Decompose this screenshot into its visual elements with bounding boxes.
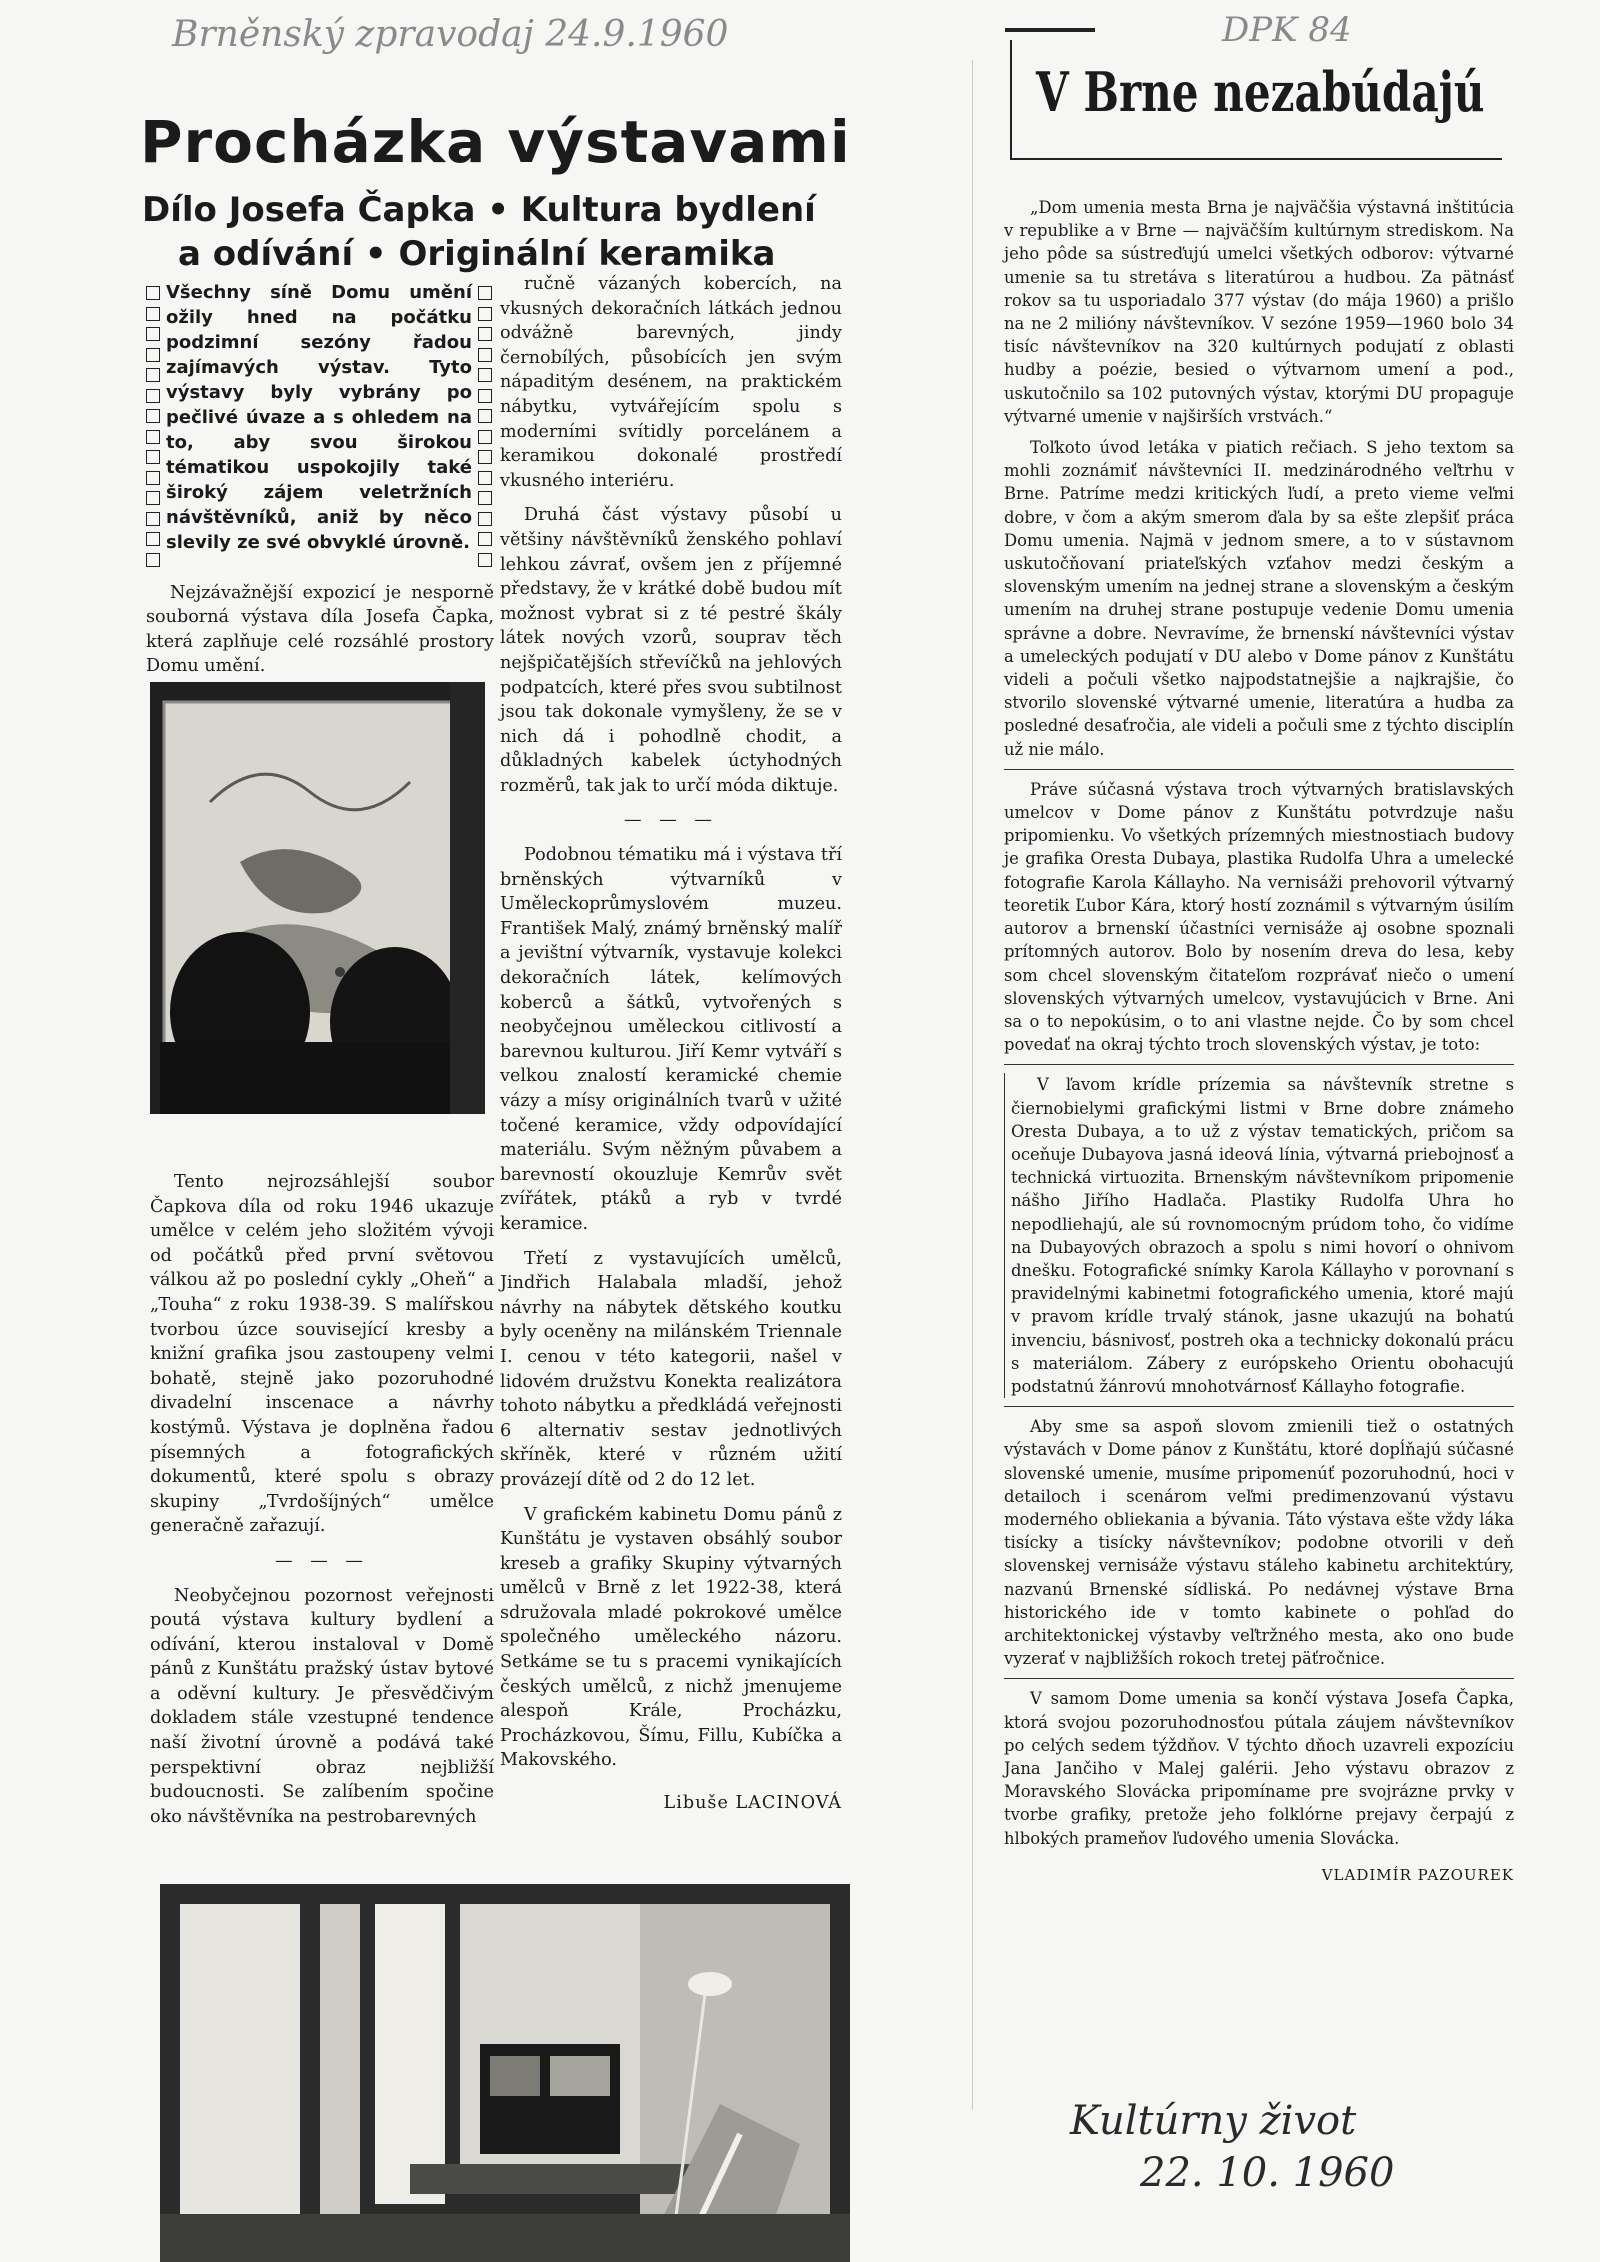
section-rule bbox=[1004, 1678, 1514, 1679]
right-column: „Dom umenia mesta Brna je najväčšia výstavná inštitúcia v republike a v Brne — najväčším kultúrnym strediskom. Na jeho pôde sa sústreďujú umelci všetkých odborov: výtvarné umenie sa tu stretáva s literatúrou a hudbou. Za pätnásť rokov sa tu usporiadalo 377 výstav (do mája 1960) a prišlo na ne 2 milióny návštevníkov. V sezóne 1959—1960 bolo 34 tisíc návštevníkov na 320 kultúrnych podujatí z oblasti hudby a poézie, besied o výtvarnom umení a pod., uskutočnilo sa 102 putovných výstav, ktorými DU propaguje výtvarné umenie v najširších vrstvách.“ Toľkoto úvod letáka v piatich rečiach. S jeho textom sa mohli zoznámiť návštevníci II. medzinárodného veľtrhu v Brne. Patríme medzi kritických ľudí, a preto vieme veľmi dobre, v čom a akým smerom ďala by sa ešte zlepšiť práca Domu umenia. Najmä v jednom smere, a to v sústavnom uskutočňovaní priateľských vzťahov medzi českým a slovenským umením na jednej strane a slovenským a českým umením na druhej strane postupuje vedenie Domu umenia správne a dobre. Nevravíme, že brnenskí návštevníci výstav a umeleckých podujatí v DU alebo v Dome pánov z Kunštátu videli a počuli všetko najpodstatnejšie a najkrajšie, čo stvorilo slovenské výtvarné umenie, literatúra a hudba za posledné desaťročia, ale videli a počuli sme z týchto disciplín už nie málo. Práve súčasná výstava troch výtvarných bratislavských umelcov v Dome pánov z Kunštátu potvrdzuje našu pripomienku. Vo všetkých prízemných miestnostiach budovy je grafika Oresta Dubaya, plastika Rudolfa Uhra a umelecké fotografie Karola Kállayho. Na vernisáži prehovoril výtvarný teoretik Ľubor Kára, ktorý hostí zoznámil s výtvarným úsilím autorov a brnenskí účastníci vernisáže aj osobne spoznali prítomných autorov. Bolo by nosením dreva do lesa, keby som chcel slovenským čitateľom rozprávať niečo o umení slovenských výtvarných umelcov, vystavujúcich v Brne. Ani sa o to nepokúsim, o to ani vlastne nejde. Čo by som chcel povedať na okraj týchto troch slovenských výstav, je toto: V ľavom krídle prízemia sa návštevník stretne s čiernobielymi grafickými listmi v Brne dobre známeho Oresta Dubaya, a to už z výstav tematických, pričom sa oceňuje Dubayova jasná ideová línia, výtvarná priebojnosť a technická virtuozita. Brnenským návštevníkom pripomenie nášho Jiřího Hadlača. Plastiky Rudolfa Uhra ho nepodliehajú, ale sú rovnomocným prúdom toho, čo vidíme na Dubayových obrazoch a spolu s nimi hovorí o ohnivom dnešku. Fotografické snímky Karola Kállayho v porovnaní s pravidelnými kabinetmi fotografického umenia, ktoré majú v pravom krídle trvalý stánok, jasne ukazujú na bohatú invenciu, básnivosť, postreh oka a technicky dokonalú prácu s materiálom. Zábery z európskeho Orientu obohacujú podstatnú žánrovú mnohotvárnosť Kállayho fotografie. Aby sme sa aspoň slovom zmienili tiež o ostatných výstavách v Dome pánov z Kunštátu, ktoré dopĺňajú súčasné slovenské umenie, musíme pripomenúť pozoruhodnú, hoci v detailoch i scenárom veľmi predimenzovanú výstavu moderného obliekania a bývania. Táto výstava ešte vždy láka tisícky a tisícky návštevníkov; podobne otvorili v deň slovenskej vernisáže výstavu stáleho kabinetu architektúry, nazvanú Brnenské sídliská. Po nedávnej výstave Brna historického ide v tomto kabinete o pohľad do architektonickej výstavby veľtržného mesta, ako ono bude vyzerať v najbližších rokoch tretej päťročnice. V samom Dome umenia sa končí výstava Josefa Čapka, ktorá svojou pozoruhodnosťou pútala záujem návštevníkov po celých sedem týždňov. V týchto dňoch uzavreli expozíciu Jana Jančiho v Malej galérii. Jeho výstavu obrazov z Moravského Slovácka pripomíname pre svojrázne prvky v tvorbe grafiky, pretože jeho folklórne prejavy čerpajú z hlbokých prameňov ľudového umenia Slovácka. VLADIMÍR PAZOUREK bbox=[1004, 196, 1514, 1887]
left-article-signature: Libuše LACINOVÁ bbox=[663, 1793, 842, 1814]
handwritten-source-note: Brněnský zpravodaj 24.9.1960 bbox=[172, 14, 729, 55]
top-rule-marks bbox=[1005, 28, 1095, 32]
section-rule bbox=[1004, 1406, 1514, 1407]
left-article-subtitle: Dílo Josefa Čapka • Kultura bydlení a odívání • Originální keramika bbox=[142, 190, 816, 274]
right-article-signature: VLADIMÍR PAZOUREK bbox=[1321, 1865, 1514, 1884]
left-column-1-lower: Tento nejrozsáhlejší soubor Čapkova díla od roku 1946 ukazuje umělce v celém jeho složitém vývoji od počátků před první světovou válkou až po poslední cykly „Oheň“ a „Touha“ z roku 1938-39. S malířskou tvorbou úzce související kresby a knižní grafika jsou zastoupeny velmi bohatě, stejně jako pozoruhodné divadelní inscenace a návrhy kostýmů. Výstava je doplněna řadou písemných a fotografických dokumentů, které spolu s obrazy skupiny „Tvrdošíjných“ umělce generačně zařazují. — — — Neobyčejnou pozornost veřejnosti poutá výstava kultury bydlení a odívání, kterou instaloval v Domě pánů z Kunštátu pražský ústav bytové a oděvní kultury. Je přesvědčivým dokladem stále vzestupné tendence naší životní úrovně a podává také perspektivní obraz nejbližší budoucnosti. Se zalíbením spočine oko návštěvníka na pestrobarevných bbox=[150, 1172, 494, 1827]
section-rule bbox=[1004, 769, 1514, 770]
handwritten-date: 22. 10. 1960 bbox=[1140, 2150, 1395, 2196]
ornament-right bbox=[478, 280, 492, 567]
exhibition-photo bbox=[150, 682, 485, 1114]
ornament-left bbox=[146, 280, 160, 567]
right-title-box bbox=[1010, 40, 1502, 160]
column-divider bbox=[972, 60, 973, 2110]
left-column-2: ručně vázaných kobercích, na vkusných dekoračních látkách jednou odvážně barevných, jindy černobílých, působících jen svým nápaditým desénem, na praktickém nábytku, vytvářejícím spolu s moderními svítidly porcelánem a keramikou dokonalé prostředí vkusného interiéru. Druhá část výstavy působí u většiny návštěvníků ženského pohlaví lehkou závrať, ovšem jen z příjemné představy, že v krátké době budou mít možnost vybrat si z té pestré škály látek nových vzorů, souprav těch nejšpičatějších střevíčků na jehlových podpatcích, které přes svou subtilnost jsou tak dokonale vymyšleny, že se v nich dá i pohodlně chodit, a důkladných kabelek úctyhodných rozměrů, tak jak to určí móda diktuje. — — — Podobnou tématiku má i výstava tří brněnských výtvarníků v Uměleckoprůmyslovém muzeu. František Malý, známý brněnský malíř a jevištní výtvarník, vystavuje kolekci dekoračních látek, kelímových koberců a šátků, vytvořených s neobyčejnou uměleckou citlivostí a barevnou kulturou. Jiří Kemr vytváří s velkou znalostí keramické chemie vázy a mísy originálních tvarů v užité točené keramice, vždy odpovídající materiálu. Svým něžným půvabem a barevností okouzluje Kemrův svět zvířátek, ptáků a ryb v tvrdé keramice. Třetí z vystavujících umělců, Jindřich Halabala mladší, jehož návrhy na nábytek dětského koutku byly oceněny na milánském Triennale I. cenou v této kategorii, našel v lidovém družstvu Konekta realizátora tohoto nábytku a předkládá veřejnosti 6 alternativ sestav jednotlivých skříněk, které v různém užití provázejí dítě od 2 do 12 let. V grafickém kabinetu Domu pánů z Kunštátu je vystaven obsáhlý soubor kreseb a grafiky Skupiny výtvarných umělců v Brně z let 1922-38, která sdružovala mladé pokrokové umělce společného uměleckého názoru. Setkáme se tu s pracemi vynikajících českých umělců, z nichž jmenujeme alespoň Krále, Procházku, Procházkovou, Šímu, Fillu, Kubíčka a Makovského. Libuše LACINOVÁ bbox=[500, 272, 842, 1816]
intro-paragraph: Nejzávažnější expozicí je nesporně souborná výstava díla Josefa Čapka, která zaplňuje celé rozsáhlé prostory Domu umění. bbox=[146, 582, 494, 677]
handwritten-publication: Kultúrny život bbox=[1070, 2098, 1357, 2144]
lead-paragraph: Všechny síně Domu umění ožily hned na počátku podzimní sezóny řadou zajímavých výstav. Tyto výstavy byly vybrány po pečlivé úvaze a s ohledem na to, aby svou širokou tématikou uspokojily také široký zájem veletržních návštěvníků, aniž by něco slevily ze své obvyklé úrovně. bbox=[166, 282, 472, 553]
lead-box bbox=[146, 280, 494, 567]
right-article-title: V Brne nezabúdajú bbox=[1036, 60, 1485, 124]
interior-photo bbox=[160, 1884, 850, 2262]
handwritten-archive-code: DPK 84 bbox=[1222, 10, 1352, 50]
section-rule bbox=[1004, 1064, 1514, 1065]
left-article-title: Procházka výstavami bbox=[140, 108, 851, 176]
left-column-1 bbox=[146, 280, 494, 679]
